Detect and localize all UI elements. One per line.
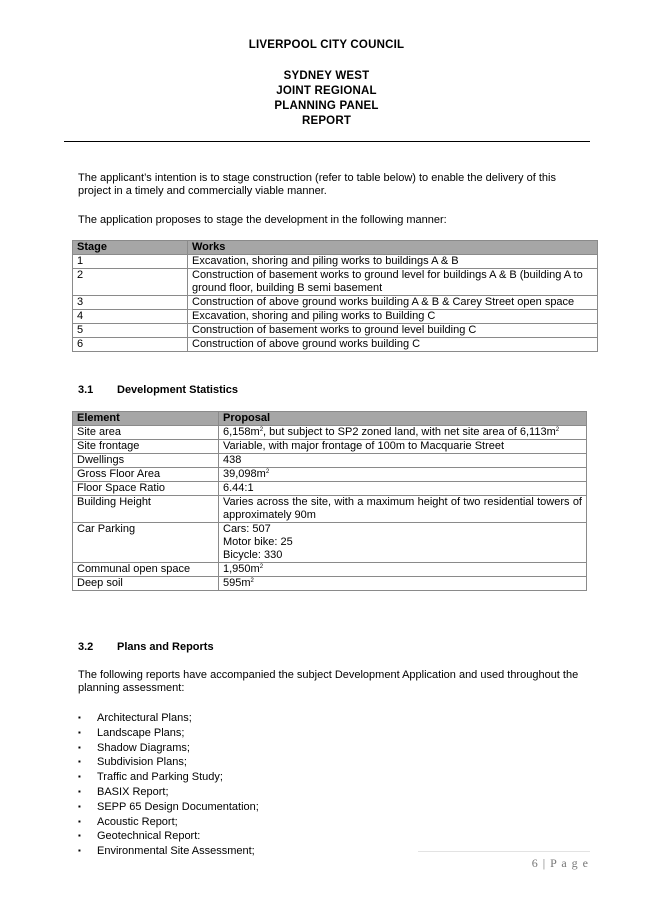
bullet-icon: ▪: [78, 831, 81, 841]
table-row: [73, 324, 598, 338]
open-space-value: 1,950m: [223, 563, 260, 575]
development-statistics-table: [72, 411, 587, 591]
bullet-icon: ▪: [78, 772, 81, 782]
bullet-icon: ▪: [78, 727, 81, 737]
proposal-cell: [219, 468, 587, 482]
table-row: [73, 338, 598, 352]
site-area-value: 6,158m: [223, 426, 260, 438]
proposal-cell: [219, 426, 587, 440]
bullet-icon: ▪: [78, 757, 81, 767]
report-title-line: JOINT REGIONAL: [276, 85, 377, 97]
element-cell: Gross Floor Area: [73, 468, 219, 482]
bullet-icon: ▪: [78, 713, 81, 722]
list-item: [78, 800, 259, 815]
proposal-cell: Varies across the site, with a maximum height of two residential towers of approximately 90m: [219, 496, 587, 523]
table-row: [73, 426, 587, 440]
stage-cell: 5: [73, 324, 188, 338]
table-row: [73, 454, 587, 468]
element-cell: Building Height: [73, 496, 219, 523]
list-item-label: Landscape Plans;: [97, 726, 185, 739]
bullet-icon: ▪: [78, 816, 81, 826]
table-row: [73, 482, 587, 496]
proposal-cell: [219, 563, 587, 577]
table-row: [73, 269, 598, 296]
table-row: [73, 296, 598, 310]
deep-soil-value: 595m: [223, 577, 251, 589]
bullet-icon: ▪: [78, 742, 81, 752]
site-area-note: , but subject to SP2 zoned land, with net site area of 6,113m: [263, 426, 556, 438]
list-item-label: Traffic and Parking Study;: [97, 771, 223, 784]
list-item-label: Geotechnical Report:: [97, 830, 201, 843]
works-cell: Excavation, shoring and piling works to Building C: [188, 310, 598, 324]
reports-list: [78, 711, 259, 859]
table-row: [73, 440, 587, 454]
table-row: [73, 577, 587, 591]
proposal-cell: 438: [219, 454, 587, 468]
list-item: [78, 815, 259, 830]
list-item-label: Architectural Plans;: [97, 712, 192, 724]
works-cell: Excavation, shoring and piling works to buildings A & B: [188, 255, 598, 269]
list-item-label: Acoustic Report;: [97, 815, 178, 828]
section-heading-development-statistics: [78, 384, 238, 396]
table-row: [73, 523, 587, 563]
table-row: [73, 310, 598, 324]
element-cell: Communal open space: [73, 563, 219, 577]
element-cell: Site area: [73, 426, 219, 440]
table-row: [73, 468, 587, 482]
list-item-label: Shadow Diagrams;: [97, 741, 190, 754]
list-item: [78, 785, 259, 800]
report-title: [0, 69, 653, 129]
page-label: P a g e: [550, 856, 589, 870]
element-cell: Site frontage: [73, 440, 219, 454]
stage-cell: 1: [73, 255, 188, 269]
bullet-icon: ▪: [78, 786, 81, 796]
superscript: 2: [250, 578, 254, 584]
column-header-element: Element: [73, 412, 219, 426]
works-cell: Construction of basement works to ground level for buildings A & B (building A to ground floor, building B semi basement: [188, 269, 598, 296]
stage-cell: 3: [73, 296, 188, 310]
header-divider: [64, 141, 590, 142]
element-cell: Deep soil: [73, 577, 219, 591]
parking-bicycle: Bicycle: 330: [223, 549, 283, 561]
intro-paragraph-stages: The application proposes to stage the development in the following manner:: [78, 214, 447, 226]
council-name: LIVERPOOL CITY COUNCIL: [248, 39, 405, 51]
stage-table: [72, 240, 598, 352]
column-header-stage: Stage: [73, 241, 188, 255]
section-title: Development Statistics: [117, 384, 239, 396]
stage-cell: 2: [73, 269, 188, 296]
section-heading-plans-and-reports: [78, 641, 214, 653]
page-separator: |: [538, 856, 551, 870]
superscript: 2: [259, 564, 264, 570]
list-item: [78, 741, 259, 756]
bullet-icon: ▪: [78, 801, 81, 811]
page-footer: [532, 856, 589, 871]
table-row: [73, 496, 587, 523]
bullet-icon: ▪: [78, 846, 81, 856]
list-item-label: Subdivision Plans;: [97, 756, 187, 769]
list-item-label: Environmental Site Assessment;: [97, 845, 255, 858]
list-item-label: BASIX Report;: [97, 785, 169, 798]
element-cell: Car Parking: [73, 523, 219, 563]
list-item: [78, 726, 259, 741]
stage-cell: 6: [73, 338, 188, 352]
footer-divider: [418, 851, 590, 852]
superscript: 2: [555, 427, 560, 433]
table-header-row: [73, 412, 587, 426]
parking-cars: Cars: 507: [223, 523, 271, 535]
section-number: 3.1: [78, 384, 94, 396]
parking-motorbike: Motor bike: 25: [223, 536, 293, 548]
plans-intro-paragraph: The following reports have accompanied the subject Development Application and used throughout the planning assessment:: [78, 669, 579, 694]
list-item-label: SEPP 65 Design Documentation;: [97, 800, 259, 813]
table-row: [73, 563, 587, 577]
proposal-cell: Variable, with major frontage of 100m to Macquarie Street: [219, 440, 587, 454]
table-header-row: [73, 241, 598, 255]
works-cell: Construction of basement works to ground level building C: [188, 324, 598, 338]
section-number: 3.2: [78, 641, 94, 653]
stage-cell: 4: [73, 310, 188, 324]
section-title: Plans and Reports: [117, 641, 214, 653]
list-item: [78, 844, 259, 859]
list-item: [78, 755, 259, 770]
works-cell: Construction of above ground works building C: [188, 338, 598, 352]
column-header-proposal: Proposal: [219, 412, 587, 426]
table-row: [73, 255, 598, 269]
superscript: 2: [259, 427, 264, 433]
element-cell: Dwellings: [73, 454, 219, 468]
element-cell: Floor Space Ratio: [73, 482, 219, 496]
list-item: [78, 829, 259, 844]
report-title-line: REPORT: [301, 115, 352, 127]
gfa-value: 39,098m: [223, 468, 266, 480]
intro-paragraph: The applicant’s intention is to stage construction (refer to table below) to enable the delivery of this project in a timely and commercially viable manner.: [78, 172, 556, 197]
column-header-works: Works: [188, 241, 598, 255]
list-item: [78, 770, 259, 785]
page-number: 6: [531, 856, 539, 870]
report-title-line: PLANNING PANEL: [274, 100, 379, 112]
works-cell: Construction of above ground works building A & B & Carey Street open space: [188, 296, 598, 310]
superscript: 2: [265, 469, 270, 475]
proposal-cell: [219, 577, 587, 591]
list-item: [78, 711, 259, 726]
report-title-line: SYDNEY WEST: [283, 70, 370, 82]
proposal-cell: [219, 523, 587, 563]
proposal-cell: 6.44:1: [219, 482, 587, 496]
